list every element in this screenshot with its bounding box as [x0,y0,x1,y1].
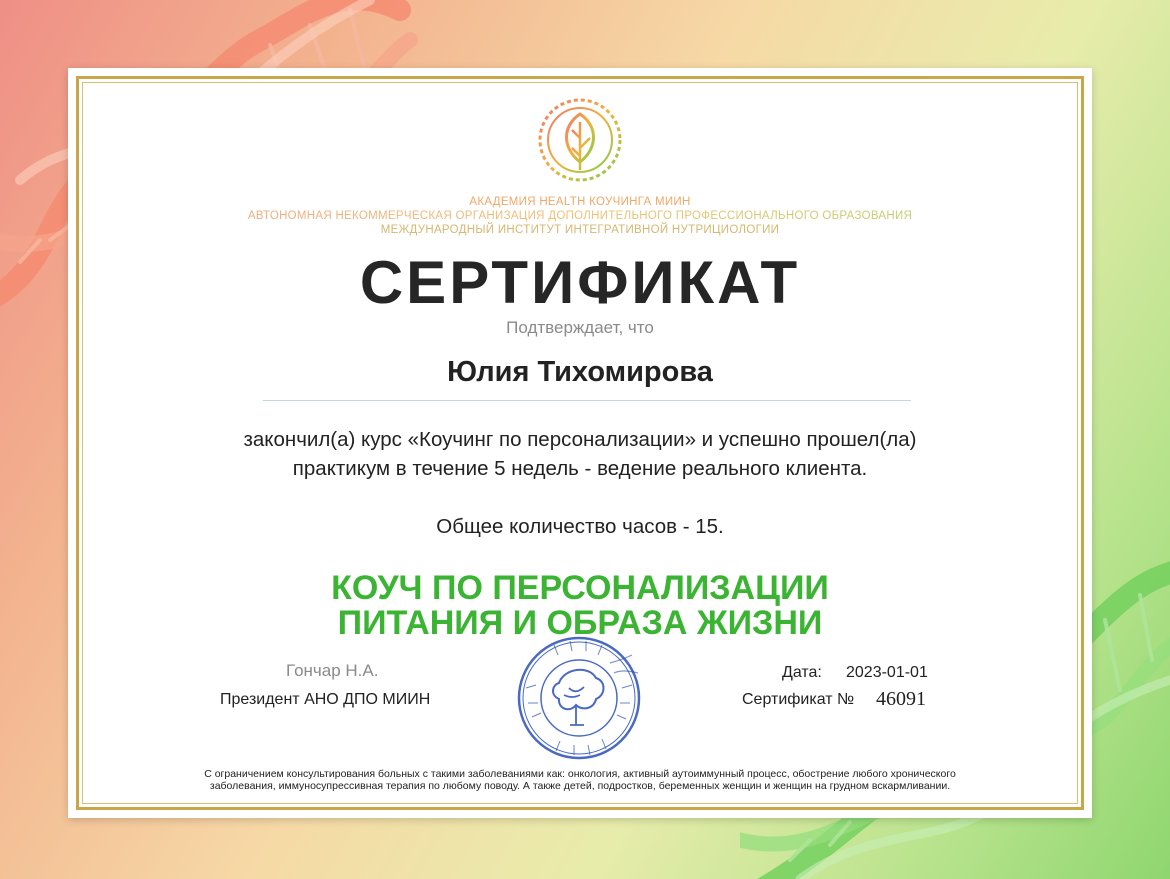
qualification-line: ПИТАНИЯ И ОБРАЗА ЖИЗНИ [337,604,823,642]
recipient-name: Юлия Тихомирова [447,356,713,388]
certificate-title: СЕРТИФИКАТ [359,249,801,316]
certificate-paper [68,68,1092,818]
date-label: Дата: [782,664,822,681]
signatory-name: Гончар Н.А. [286,661,379,680]
confirm-text: Подтверждает, что [506,318,654,337]
official-stamp-icon [514,633,644,763]
qualification-title [68,571,1092,641]
course-description-line: практикум в течение 5 недель - ведение реального клиента. [292,457,868,480]
certificate-number-label: Сертификат № [742,691,855,708]
certificate-number: 46091 [876,688,926,710]
leaf-logo-icon [532,92,628,188]
signatory-role: Президент АНО ДПО МИИН [220,691,431,708]
disclaimer [138,768,1022,792]
organization-name: АВТОНОМНАЯ НЕКОММЕРЧЕСКАЯ ОРГАНИЗАЦИЯ ДОПОЛНИТЕЛЬНОГО ПРОФЕССИОНАЛЬНОГО ОБРАЗОВАНИЯ [68,210,1092,222]
name-underline [263,400,911,401]
disclaimer-line: С ограничением консультирования больных с такими заболеваниями как: онкология, активный аутоиммунный процесс, обострение любого хронического [204,768,956,780]
institute-name: МЕЖДУНАРОДНЫЙ ИНСТИТУТ ИНТЕГРАТИВНОЙ НУТРИЦИОЛОГИИ [380,224,780,236]
course-description [68,425,1092,483]
course-description-line: закончил(а) курс «Коучинг по персонализации» и успешно прошел(ла) [243,428,917,451]
academy-name: АКАДЕМИЯ HEALTH КОУЧИНГА МИИН [469,196,691,208]
disclaimer-line: заболевания, иммуносупрессивная терапия по любому поводу. А также детей, подростков, беременных женщин и женщин на грудном вскармливании. [209,780,951,792]
qualification-line: КОУЧ ПО ПЕРСОНАЛИЗАЦИИ [331,569,829,607]
total-hours: Общее количество часов - 15. [436,515,724,538]
date-value: 2023-01-01 [846,664,928,681]
